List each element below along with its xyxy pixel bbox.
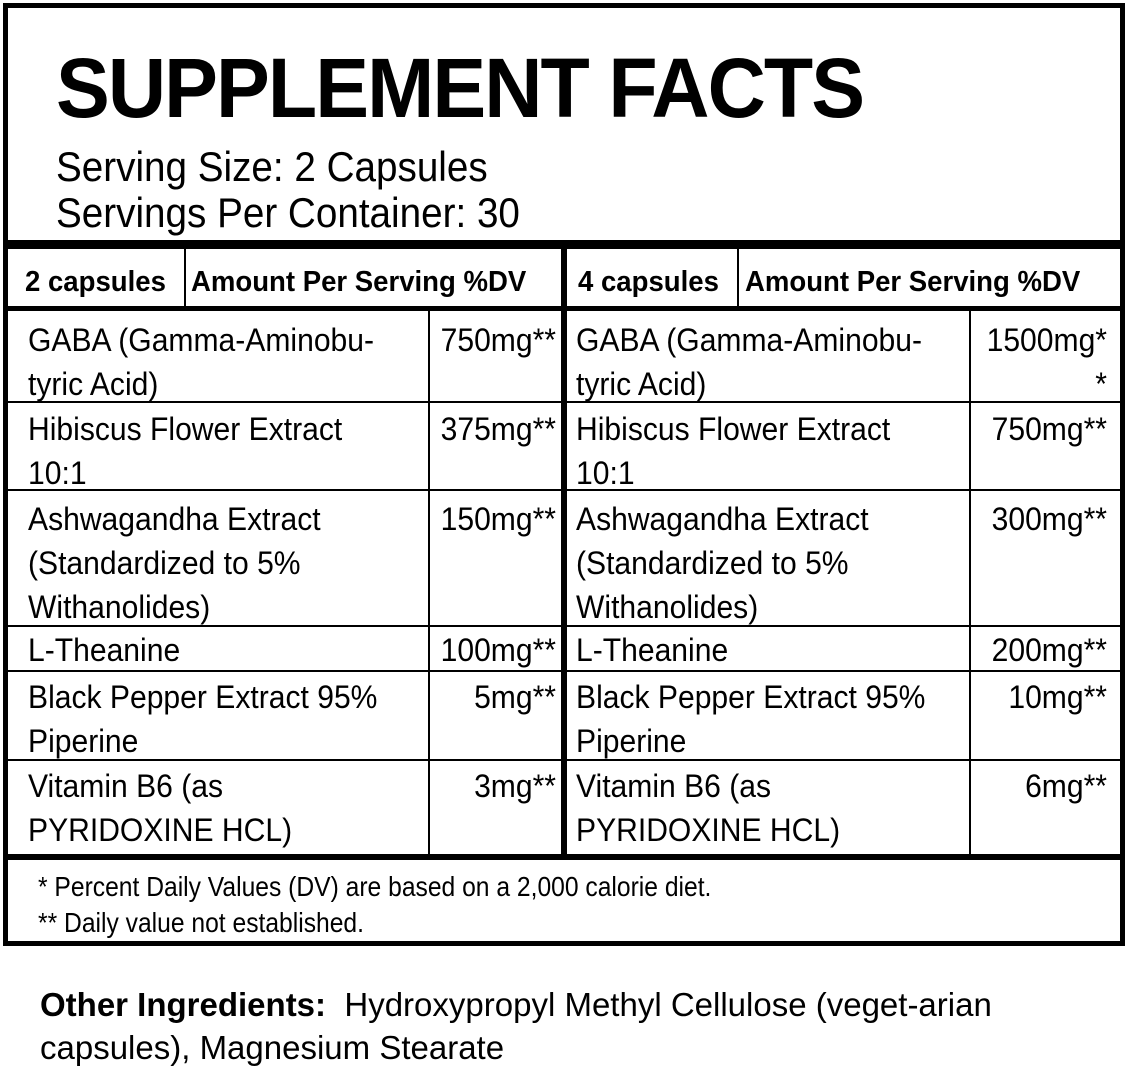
amount-2-capsules: 150mg** [440,501,556,537]
ingredient-name: L-Theanine [28,632,181,668]
ingredient-name: tyric Acid) [576,366,707,402]
amount-4-capsules: 200mg** [991,632,1107,668]
servings-per-container: Servings Per Container: 30 [56,189,520,236]
ingredient-name: 10:1 [576,455,635,491]
left-qty-header: 2 capsules [25,266,166,298]
amount-4-capsules: 300mg** [991,501,1107,537]
amount-4-capsules: 6mg** [1025,768,1107,804]
other-ingredients-label: Other Ingredients: [40,986,327,1023]
footnote-dv: * Percent Daily Values (DV) are based on a 2,000 calorie diet. [38,871,712,902]
ingredient-name: GABA (Gamma-Aminobu- [28,322,375,358]
ingredient-name: 10:1 [28,455,87,491]
other-ingredients-text: Hydroxypropyl Methyl Cellulose (veget-arian capsules), Magnesium Stearate [40,986,992,1066]
ingredient-name: (Standardized to 5% [576,545,849,581]
column-group-divider [561,240,567,860]
ingredient-name: tyric Acid) [28,366,159,402]
row-separator [8,401,1120,403]
ingredient-name: Ashwagandha Extract [576,501,869,537]
amount-2-capsules: 750mg** [440,322,556,358]
row-separator [8,489,1120,491]
left-amount-col-line [428,311,430,854]
right-qty-header: 4 capsules [578,266,719,298]
amount-4-capsules: 1500mg* [986,322,1107,358]
amount-4-capsules: 750mg** [991,411,1107,447]
ingredient-name: Vitamin B6 (as [28,768,224,804]
ingredient-name: Black Pepper Extract 95% [576,679,926,715]
other-ingredients [40,983,1100,1069]
serving-size: Serving Size: 2 Capsules [56,143,488,190]
right-amount-col-line [969,311,971,854]
ingredient-name: Vitamin B6 (as [576,768,772,804]
ingredient-name: Piperine [28,723,139,759]
amount-2-capsules: 3mg** [474,768,556,804]
amount-4-capsules: 10mg** [1008,679,1107,715]
amount-2-capsules: 375mg** [440,411,556,447]
ingredient-name: PYRIDOXINE HCL) [28,812,293,848]
footnote-not-established: ** Daily value not established. [38,907,364,938]
header-divider [737,249,739,306]
header-divider [184,249,186,306]
ingredient-name: Withanolides) [576,589,759,625]
ingredient-name: Black Pepper Extract 95% [28,679,378,715]
ingredient-name: Piperine [576,723,687,759]
amount-2-capsules: 100mg** [440,632,556,668]
ingredient-name: Hibiscus Flower Extract [28,411,343,447]
right-amount-header: Amount Per Serving %DV [745,266,1081,298]
ingredient-name: Ashwagandha Extract [28,501,321,537]
ingredient-name: PYRIDOXINE HCL) [576,812,841,848]
ingredient-name: Hibiscus Flower Extract [576,411,891,447]
ingredient-name: GABA (Gamma-Aminobu- [576,322,923,358]
left-amount-header: Amount Per Serving %DV [191,266,527,298]
panel-title: SUPPLEMENT FACTS [56,41,864,135]
supplement-facts-panel [3,3,1125,946]
amount-2-capsules: 5mg** [474,679,556,715]
row-separator [8,759,1120,761]
amount-4-capsules: * [1095,366,1107,402]
ingredient-name: (Standardized to 5% [28,545,301,581]
ingredient-name: Withanolides) [28,589,211,625]
ingredient-name: L-Theanine [576,632,729,668]
